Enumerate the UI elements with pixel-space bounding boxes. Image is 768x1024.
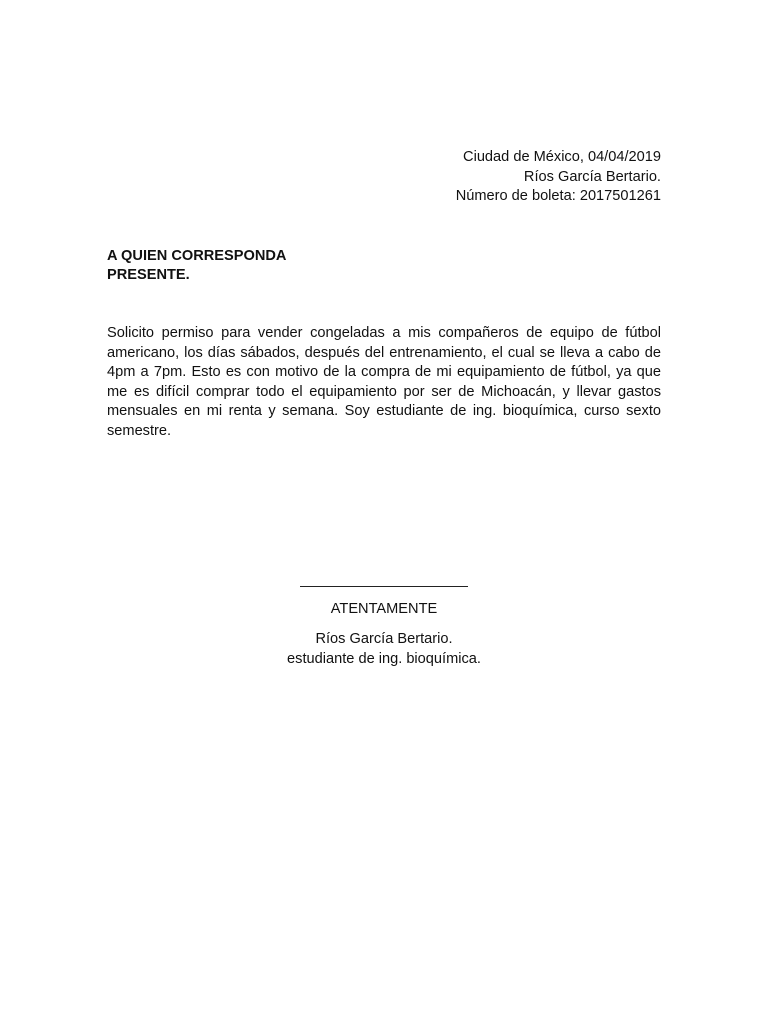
student-id: Número de boleta: 2017501261 — [455, 188, 661, 204]
signature-block — [200, 572, 568, 669]
closing: ATENTAMENTE — [330, 601, 438, 617]
place-date: Ciudad de México, 04/04/2019 — [463, 149, 661, 165]
signer-name: Ríos García Bertario. — [315, 631, 453, 647]
letter-header — [456, 148, 661, 207]
sender-name: Ríos García Bertario. — [523, 168, 661, 185]
signer — [200, 630, 568, 669]
salutation-line-2: PRESENTE. — [107, 266, 190, 283]
signature-line — [300, 572, 468, 587]
letter-body: Solicito permiso para vender congeladas a mis compañeros de equipo de fútbol americano, los días sábados, después del entrenamiento, el cual se lleva a cabo de 4pm a 7pm. Esto es con motivo de la compra de mi equipamiento de fútbol, ya que me es difícil comprar todo el equipamiento por ser de Michoacán, y llevar gastos mensuales en mi renta y semana. Soy estudiante de ing. bioquímica, curso sexto semestre. — [107, 325, 661, 439]
signer-role: estudiante de ing. bioquímica. — [287, 650, 481, 667]
salutation-line-1: A QUIEN CORRESPONDA — [107, 248, 287, 264]
salutation — [107, 247, 286, 284]
